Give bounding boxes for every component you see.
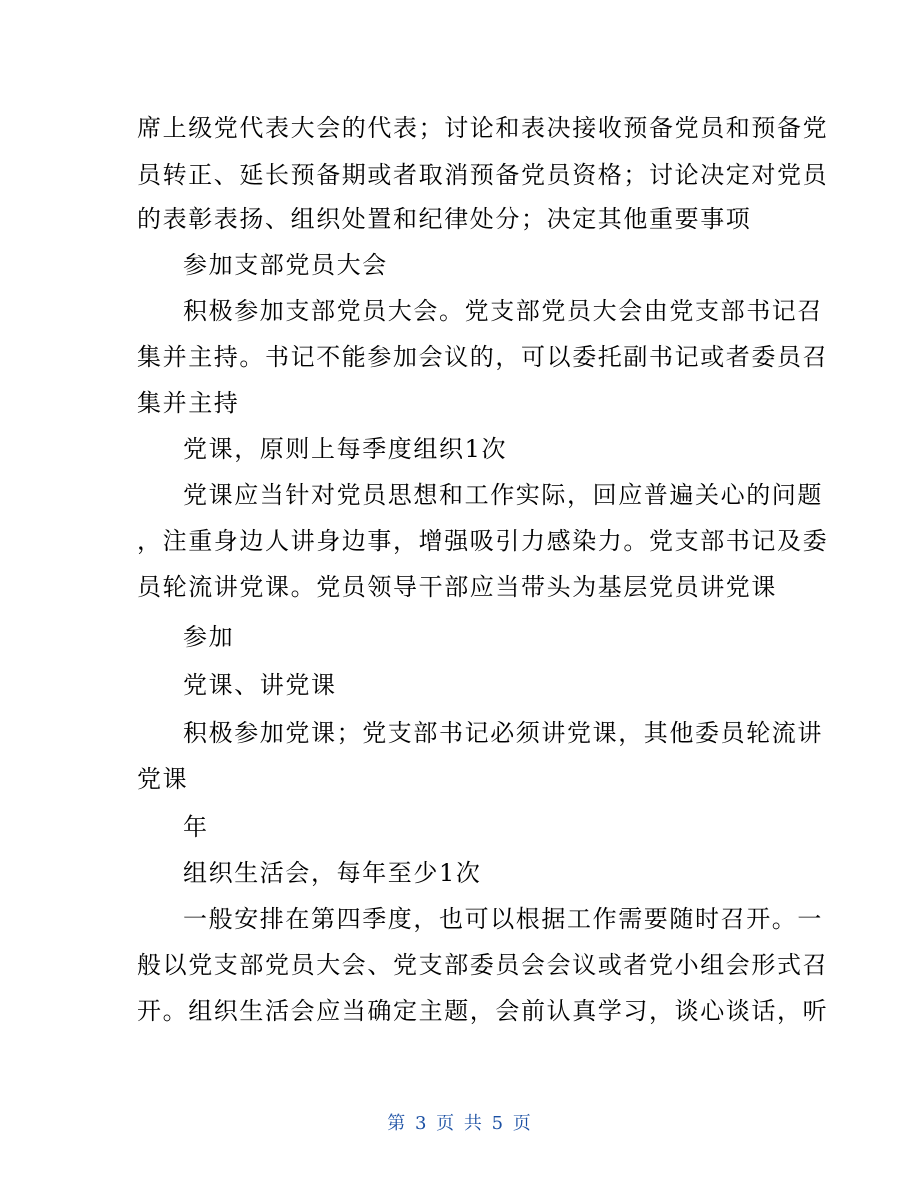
text-line: 党课，原则上每季度组织1次 <box>183 435 508 463</box>
text-line: 党课、讲党课 <box>183 671 337 699</box>
text-line: 员转正、延长预备期或者取消预备党员资格；讨论决定对党员 <box>137 161 829 189</box>
text-line: ，注重身边人讲身边事，增强吸引力感染力。党支部书记及委 <box>137 527 829 555</box>
text-line: 参加支部党员大会 <box>183 251 388 279</box>
text-line: 参加 <box>183 623 235 651</box>
text-line: 集并主持。书记不能参加会议的，可以委托副书记或者委员召 <box>137 343 829 371</box>
text-line: 集并主持 <box>137 389 240 417</box>
text-line: 年 <box>183 813 209 841</box>
text-line: 席上级党代表大会的代表；讨论和表决接收预备党员和预备党 <box>137 114 829 142</box>
text-line: 积极参加党课；党支部书记必须讲党课，其他委员轮流讲 <box>183 719 823 747</box>
page-number-footer: 第 3 页 共 5 页 <box>387 1113 533 1134</box>
text-line: 党课 <box>137 765 189 793</box>
text-line: 党课应当针对党员思想和工作实际，回应普遍关心的问题 <box>183 481 823 509</box>
text-line: 一般安排在第四季度，也可以根据工作需要随时召开。一 <box>183 905 823 933</box>
text-line: 积极参加支部党员大会。党支部党员大会由党支部书记召 <box>183 297 823 325</box>
text-line: 般以党支部党员大会、党支部委员会会议或者党小组会形式召 <box>137 951 829 979</box>
text-line: 开。组织生活会应当确定主题，会前认真学习，谈心谈话，听 <box>137 997 829 1025</box>
text-line: 的表彰表扬、组织处置和纪律处分；决定其他重要事项 <box>137 205 752 233</box>
text-line: 组织生活会，每年至少1次 <box>183 859 482 887</box>
text-line: 员轮流讲党课。党员领导干部应当带头为基层党员讲党课 <box>137 573 777 601</box>
